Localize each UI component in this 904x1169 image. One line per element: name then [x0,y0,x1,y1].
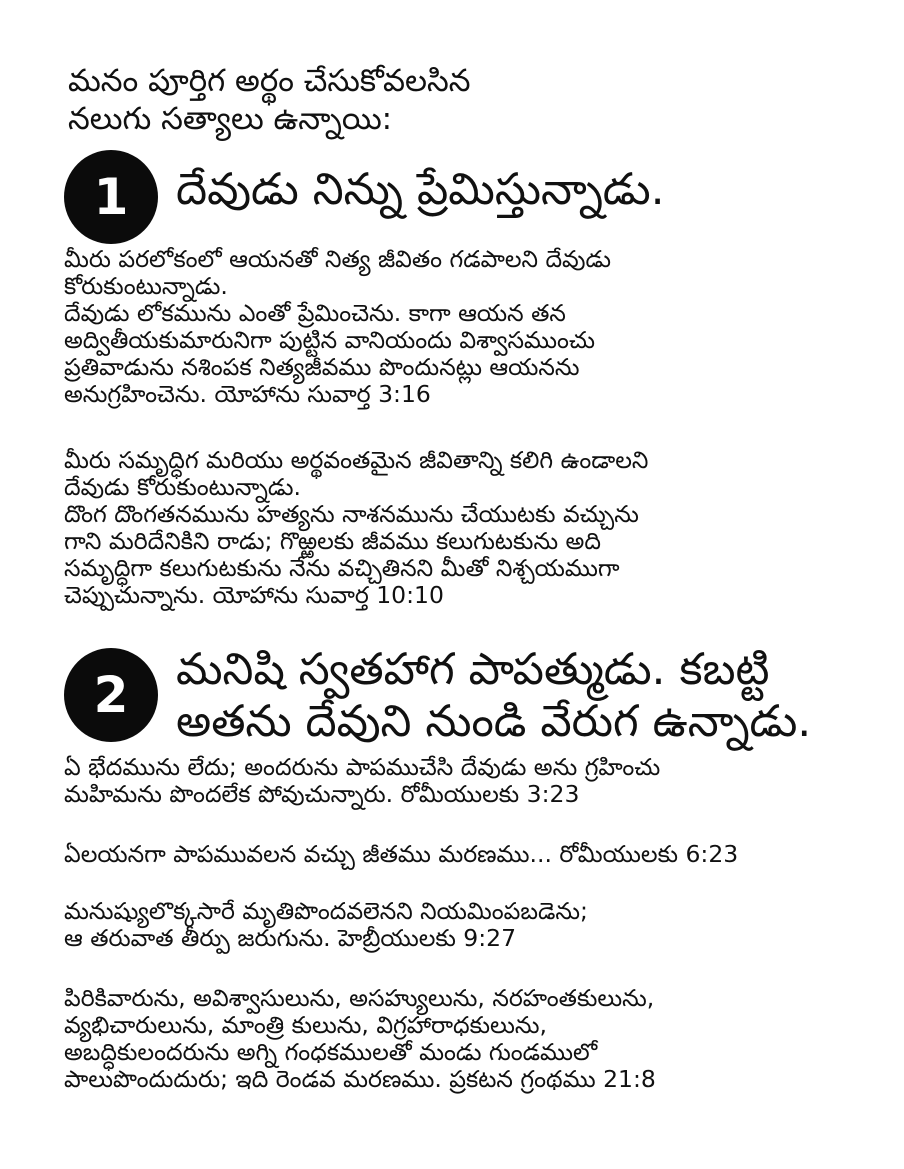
intro-line: మనం పూర్తిగ అర్థం చేసుకోవలసిన [68,63,471,99]
heading-line: మనిషి స్వతహాగ పాపత్ముడు. కబట్టి [176,644,770,695]
text-line: పాలుపొందుదురు; ఇది రెండవ మరణము. ప్రకటన గ్రంథము 21:8 [64,1065,656,1093]
text-line: మనుష్యులొక్కసారే మృతిపొందవలెనని నియమింపబడెను; [64,897,588,925]
text-line: దేవుడు లోకమును ఎంతో ప్రేమించెను. కాగా ఆయన తన [64,299,566,327]
text-line: గాని మరిదేనికిని రాడు; గొఱ్ఱలకు జీవము కలుగుటకును అది [64,527,601,555]
verse-paragraph-john-10-10 [64,447,854,609]
text-line: మహిమను పొందలేక పోవుచున్నారు. రోమీయులకు 3:23 [64,780,580,808]
number-badge-2: 2 [64,648,158,742]
text-line: వ్యభిచారులును, మాంత్రి కులును, విగ్రహారాధకులును, [64,1011,547,1039]
text-line: ఏలయనగా పాపమువలన వచ్చు జీతము మరణము... రోమీయులకు 6:23 [64,840,739,868]
text-line: మీరు పరలోకంలో ఆయనతో నిత్య జీవితం గడపాలని దేవుడు [64,245,612,273]
point-one-heading [176,164,866,216]
point-two-heading [176,644,866,748]
verse-paragraph-romans-3-23 [64,754,854,808]
text-line: దొంగ దొంగతనమును హత్యను నాశనమును చేయుటకు వచ్చును [64,500,639,528]
text-line: కోరుకుంటున్నాడు. [64,272,228,300]
verse-paragraph-hebrews-9-27 [64,898,854,952]
heading-line: దేవుడు నిన్ను ప్రేమిస్తున్నాడు. [176,164,665,215]
number-badge-1: 1 [64,150,158,244]
verse-paragraph-john-3-16 [64,246,854,408]
text-line: ఆ తరువాత తీర్పు జరుగును. హెబ్రీయులకు 9:27 [64,924,517,952]
text-line: ప్రతివాడును నశింపక నిత్యజీవము పొందునట్లు ఆయనను [64,353,580,381]
intro-line: నలుగు సత్యాలు ఉన్నాయి: [68,101,393,137]
text-line: అబద్ధికులందరును అగ్ని గంధకములతో మండు గుండములో [64,1038,598,1066]
text-line: అద్వితీయకుమారునిగా పుట్టిన వానియందు విశ్వాసముంచు [64,326,595,354]
text-line: అనుగ్రహించెను. యోహాను సువార్త 3:16 [64,380,431,408]
text-line: దేవుడు కోరుకుంటున్నాడు. [64,473,301,501]
text-line: పిరికివారును, అవిశ్వాసులును, అసహ్యులును, నరహంతకులును, [64,984,655,1012]
intro-text [68,62,848,138]
text-line: సమృద్ధిగా కలుగుటకును నేను వచ్చితినని మీతో నిశ్చయముగా [64,554,620,582]
text-line: ఏ భేదమును లేదు; అందరును పాపముచేసి దేవుడు అను గ్రహించు [64,753,661,781]
text-line: మీరు సమృద్ధిగ మరియు అర్థవంతమైన జీవితాన్ని కలిగి ఉండాలని [64,446,649,474]
text-line: చెప్పుచున్నాను. యోహాను సువార్త 10:10 [64,581,444,609]
verse-paragraph-revelation-21-8 [64,985,854,1093]
verse-paragraph-romans-6-23 [64,841,854,868]
heading-line: అతను దేవుని నుండి వేరుగ ఉన్నాడు. [176,696,812,747]
